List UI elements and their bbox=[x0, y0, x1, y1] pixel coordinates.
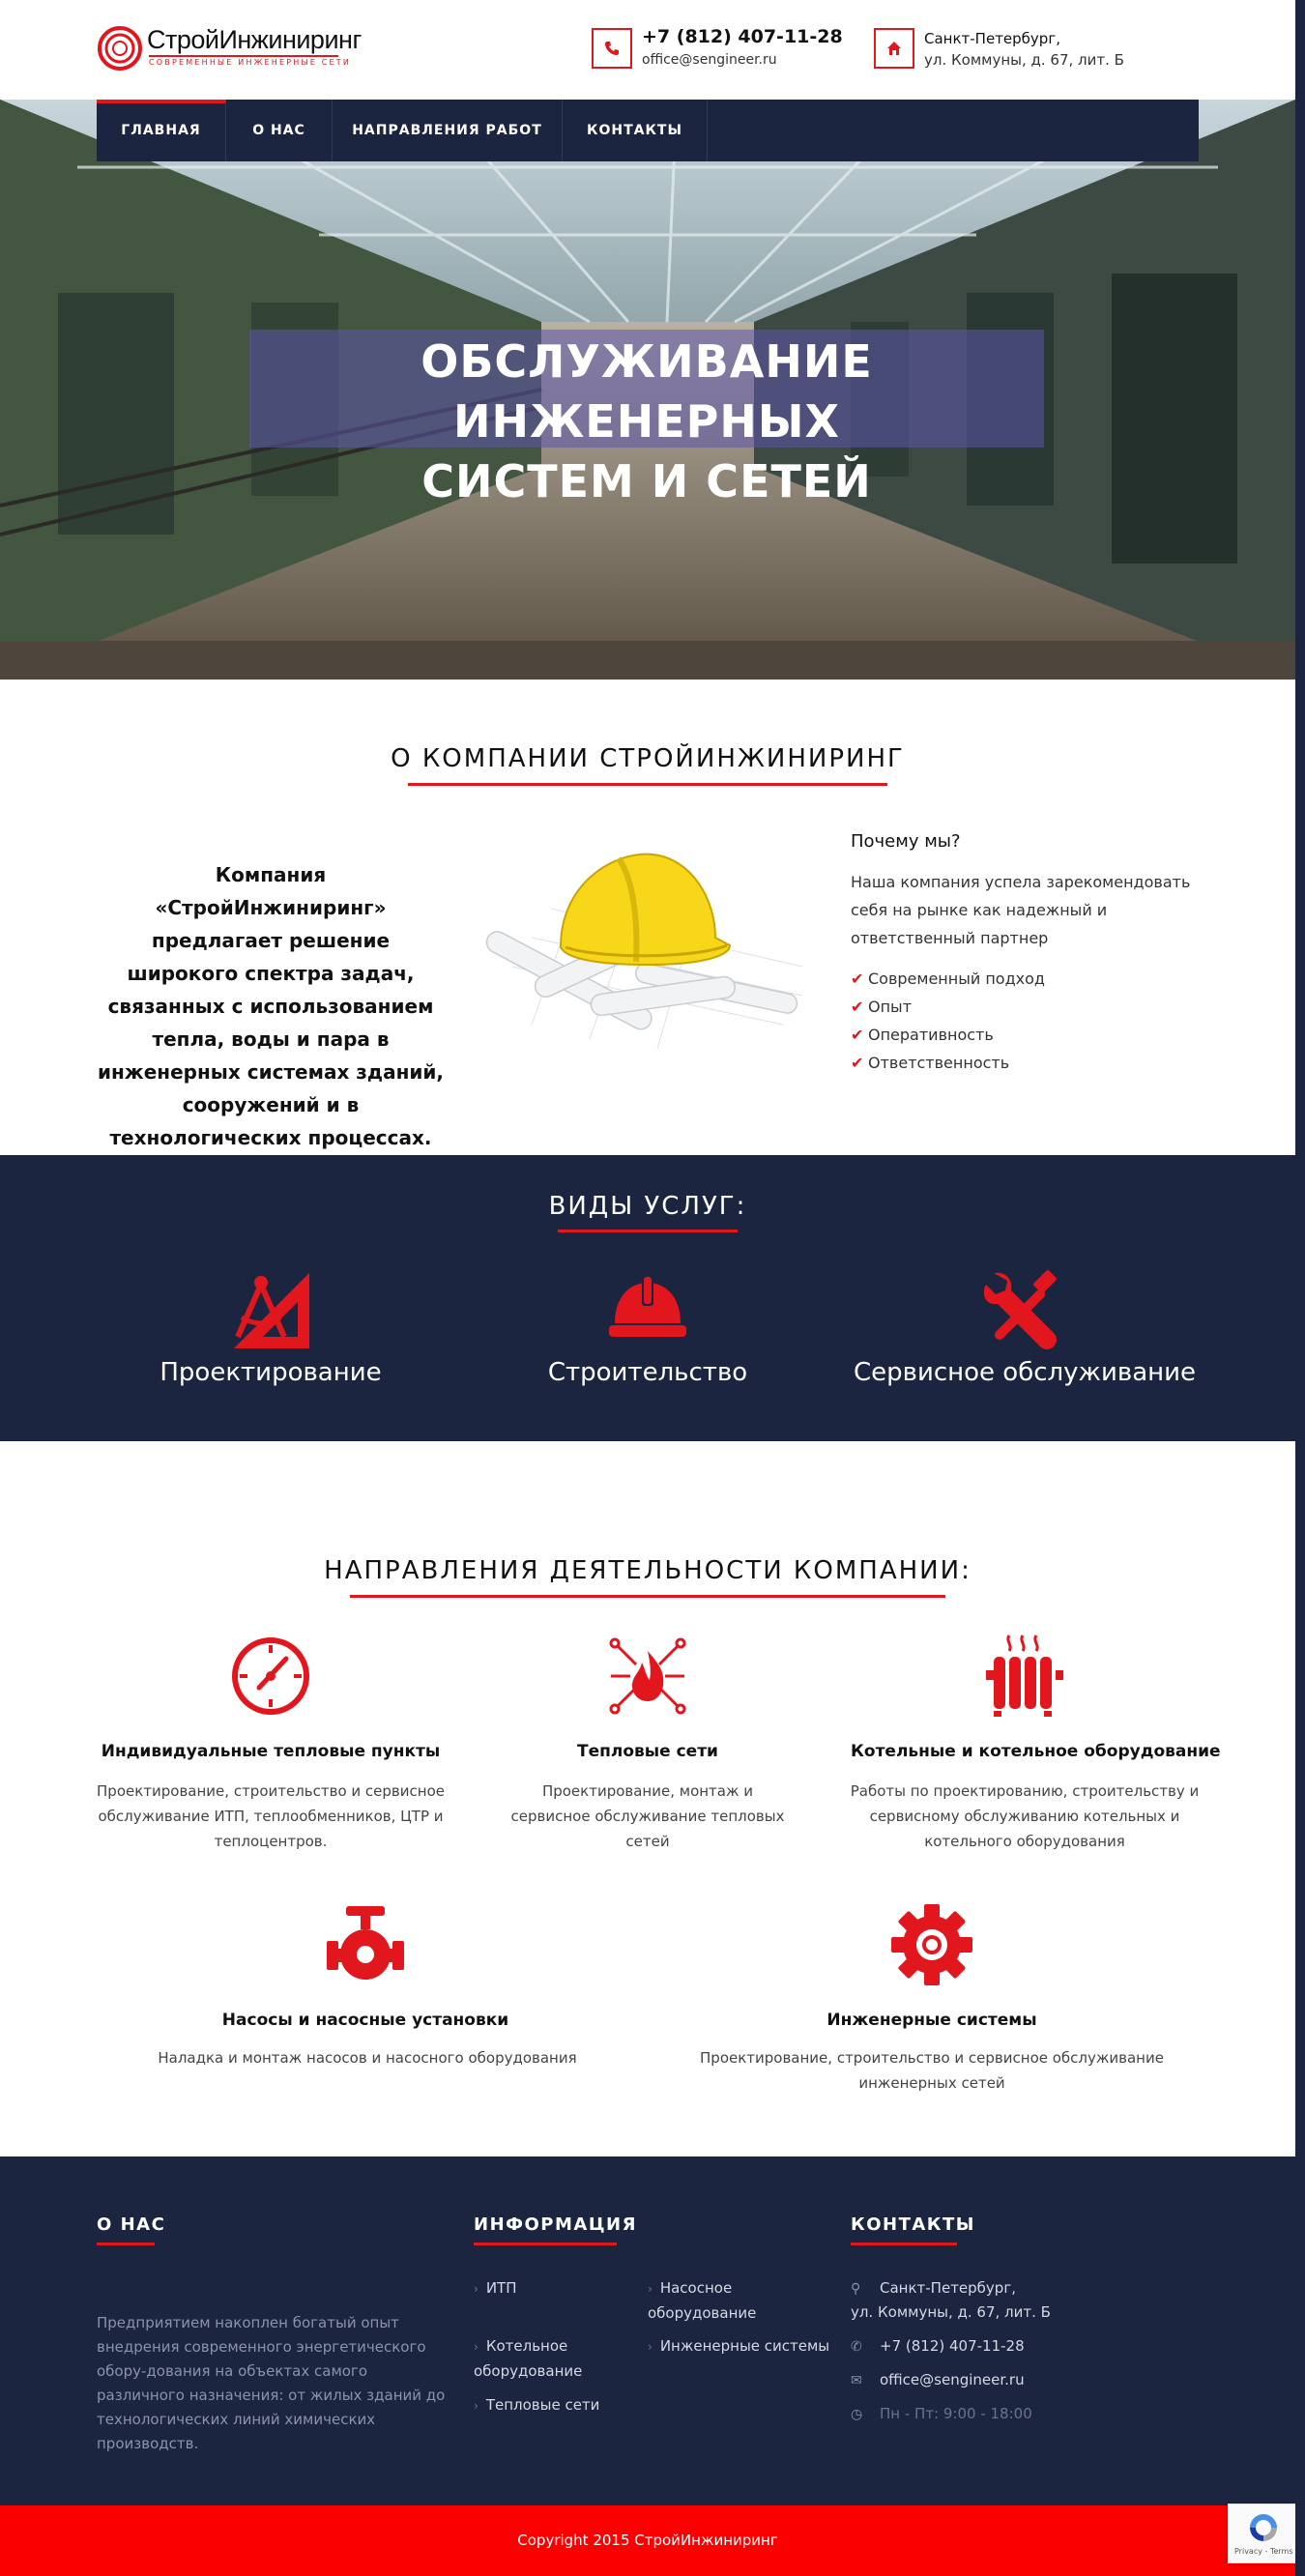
map-marker-icon: ⚲ bbox=[851, 2281, 861, 2297]
why-us-description: Наша компания успела зарекомендовать себя на рынке как надежный и ответственный партнер bbox=[851, 873, 1191, 947]
service-item-construction[interactable] bbox=[464, 1269, 831, 1354]
footer-link-label: Инженерные системы bbox=[659, 2337, 830, 2355]
list-item bbox=[851, 993, 1045, 1021]
footer-phone-text: +7 (812) 407-11-28 bbox=[880, 2337, 1025, 2355]
radiator-icon bbox=[984, 1632, 1065, 1719]
gear-icon bbox=[891, 1904, 972, 1985]
copyright-bar bbox=[0, 2505, 1295, 2576]
hard-hat-icon bbox=[607, 1269, 688, 1350]
logo-tagline: СОВРЕМЕННЫЕ ИНЖЕНЕРНЫЕ СЕТИ bbox=[149, 58, 352, 67]
services-section bbox=[0, 1155, 1295, 1441]
nav-item-directions[interactable]: НАПРАВЛЕНИЯ РАБОТ bbox=[333, 100, 563, 161]
direction-title-engineering: Инженерные системы bbox=[826, 2011, 1037, 2030]
hero-title-line-2: СИСТЕМ И СЕТЕЙ bbox=[421, 455, 872, 507]
why-us-title: Почему мы? bbox=[851, 831, 961, 852]
direction-desc-pumps: Наладка и монтаж насосов и насосного оборудования bbox=[158, 2049, 577, 2067]
footer-link-label: Котельное оборудование bbox=[474, 2337, 583, 2380]
footer-link-heat-networks[interactable] bbox=[474, 2393, 628, 2418]
footer-link-boilers[interactable] bbox=[474, 2334, 628, 2384]
why-us-item-label: Оперативность bbox=[868, 1026, 994, 1044]
logo-name: СтройИнжиниринг bbox=[147, 25, 362, 54]
footer-info-title: ИНФОРМАЦИЯ bbox=[474, 2214, 637, 2235]
about-description: Компания «СтройИнжиниринг» предлагает решение широкого спектра задач, связанных с использованием тепла, воды и пара в инженерных системах зданий, сооружений и в технологических процессах. bbox=[97, 863, 445, 1149]
footer-link-label: Насосное оборудование bbox=[648, 2279, 757, 2322]
direction-desc-itp: Проектирование, строительство и сервисное обслуживание ИТП, теплообменников, ЦТР и теплоцентров. bbox=[97, 1782, 445, 1850]
site-footer bbox=[0, 2156, 1295, 2505]
footer-email-text: office@sengineer.ru bbox=[880, 2371, 1025, 2388]
direction-desc-boilers: Работы по проектированию, строительству и сервисному обслуживанию котельных и котельного оборудования bbox=[850, 1782, 1200, 1850]
chevron-right-icon: › bbox=[474, 2340, 478, 2354]
direction-title-boilers: Котельные и котельное оборудование bbox=[851, 1742, 1221, 1761]
about-title-underline bbox=[408, 783, 887, 786]
why-us-list bbox=[851, 965, 1045, 1077]
check-icon: ✔ bbox=[851, 970, 864, 988]
footer-hours-text: Пн - Пт: 9:00 - 18:00 bbox=[880, 2405, 1032, 2422]
phone-icon bbox=[592, 28, 632, 69]
list-item bbox=[851, 1021, 1045, 1049]
hero-banner bbox=[0, 100, 1295, 680]
header-city: Санкт-Петербург, bbox=[924, 30, 1060, 47]
footer-about-underline bbox=[97, 2243, 155, 2245]
service-label-construction: Строительство bbox=[547, 1358, 748, 1387]
hard-hat-blueprints-image bbox=[474, 831, 822, 1063]
hero-title bbox=[249, 332, 1044, 511]
service-label-maintenance: Сервисное обслуживание bbox=[853, 1358, 1197, 1387]
about-section-title: О КОМПАНИИ СТРОЙИНЖИНИРИНГ bbox=[391, 744, 905, 773]
logo-underline bbox=[149, 55, 338, 57]
nav-item-about[interactable]: О НАС bbox=[226, 100, 333, 161]
header-address: ул. Коммуны, д. 67, лит. Б bbox=[924, 51, 1124, 69]
logo-ring-icon bbox=[97, 25, 143, 72]
footer-contacts-title: КОНТАКТЫ bbox=[851, 2214, 975, 2235]
list-item bbox=[851, 965, 1045, 993]
chevron-right-icon: › bbox=[474, 2399, 478, 2413]
header-phone[interactable]: +7 (812) 407-11-28 bbox=[642, 26, 843, 47]
copyright-text: Copyright 2015 СтройИнжиниринг bbox=[517, 2532, 778, 2549]
home-icon bbox=[874, 28, 914, 69]
footer-city-text: Санкт-Петербург, bbox=[880, 2279, 1016, 2297]
list-item bbox=[851, 1049, 1045, 1077]
footer-about-text: Предприятием накоплен богатый опыт внедрения современного энергетического обору-дования на объектах самого различного назначения: от жилых зданий до технологических линий химических производств. bbox=[97, 2314, 446, 2452]
clock-icon: ◷ bbox=[851, 2407, 863, 2422]
footer-link-itp[interactable] bbox=[474, 2276, 628, 2301]
why-us-item-label: Опыт bbox=[868, 998, 913, 1016]
footer-contacts-underline bbox=[851, 2243, 957, 2245]
recaptcha-terms[interactable]: Privacy - Terms bbox=[1234, 2547, 1293, 2556]
footer-contact-email[interactable] bbox=[851, 2368, 1025, 2393]
footer-contact-phone[interactable] bbox=[851, 2334, 1025, 2359]
footer-link-engineering[interactable] bbox=[648, 2334, 831, 2359]
direction-desc-engineering: Проектирование, строительство и сервисное обслуживание инженерных сетей bbox=[700, 2049, 1164, 2092]
chevron-right-icon: › bbox=[648, 2282, 652, 2296]
valve-icon bbox=[325, 1904, 406, 1985]
check-icon: ✔ bbox=[851, 1026, 864, 1044]
check-icon: ✔ bbox=[851, 998, 864, 1016]
site-header bbox=[0, 0, 1295, 100]
directions-section-title: НАПРАВЛЕНИЯ ДЕЯТЕЛЬНОСТИ КОМПАНИИ: bbox=[324, 1556, 972, 1585]
recaptcha-badge[interactable] bbox=[1228, 2504, 1295, 2563]
header-email[interactable]: office@sengineer.ru bbox=[642, 52, 777, 68]
nav-item-contacts[interactable]: КОНТАКТЫ bbox=[563, 100, 708, 161]
footer-contact-hours bbox=[851, 2402, 1032, 2427]
check-icon: ✔ bbox=[851, 1054, 864, 1072]
why-us-item-label: Ответственность bbox=[868, 1054, 1010, 1072]
recaptcha-icon bbox=[1246, 2510, 1281, 2545]
nav-item-home[interactable]: ГЛАВНАЯ bbox=[97, 100, 226, 161]
footer-link-label: Тепловые сети bbox=[485, 2396, 600, 2414]
flame-network-icon bbox=[607, 1635, 688, 1717]
gauge-icon bbox=[230, 1635, 311, 1717]
service-item-maintenance[interactable] bbox=[841, 1269, 1208, 1354]
footer-about-title: О НАС bbox=[97, 2214, 166, 2235]
direction-desc-heat-networks: Проектирование, монтаж и сервисное обслуживание тепловых сетей bbox=[510, 1782, 785, 1850]
directions-title-underline bbox=[350, 1595, 945, 1598]
chevron-right-icon: › bbox=[474, 2282, 478, 2296]
footer-link-label: ИТП bbox=[485, 2279, 517, 2297]
why-us-item-label: Современный подход bbox=[868, 970, 1045, 988]
footer-info-underline bbox=[474, 2243, 617, 2245]
main-nav bbox=[97, 100, 1199, 161]
chevron-right-icon: › bbox=[648, 2340, 652, 2354]
page-scrollbar[interactable] bbox=[1295, 0, 1305, 2576]
direction-title-itp: Индивидуальные тепловые пункты bbox=[101, 1742, 441, 1761]
footer-contact-address: ул. Коммуны, д. 67, лит. Б bbox=[851, 2303, 1051, 2321]
services-title-underline bbox=[558, 1230, 738, 1232]
footer-contact-city bbox=[851, 2276, 1016, 2301]
hero-title-line-1: ОБСЛУЖИВАНИЕ ИНЖЕНЕРНЫХ bbox=[420, 335, 873, 448]
footer-link-pumps[interactable] bbox=[648, 2276, 793, 2326]
design-tools-icon bbox=[230, 1269, 311, 1350]
service-label-design: Проектирование bbox=[160, 1358, 382, 1387]
envelope-icon: ✉ bbox=[851, 2373, 862, 2388]
phone-icon: ✆ bbox=[851, 2339, 862, 2355]
direction-title-heat-networks: Тепловые сети bbox=[577, 1742, 718, 1761]
wrench-screwdriver-icon bbox=[984, 1269, 1065, 1350]
logo[interactable] bbox=[97, 23, 362, 77]
services-section-title: ВИДЫ УСЛУГ: bbox=[548, 1192, 747, 1221]
direction-title-pumps: Насосы и насосные установки bbox=[221, 2011, 509, 2030]
service-item-design[interactable] bbox=[87, 1269, 454, 1354]
